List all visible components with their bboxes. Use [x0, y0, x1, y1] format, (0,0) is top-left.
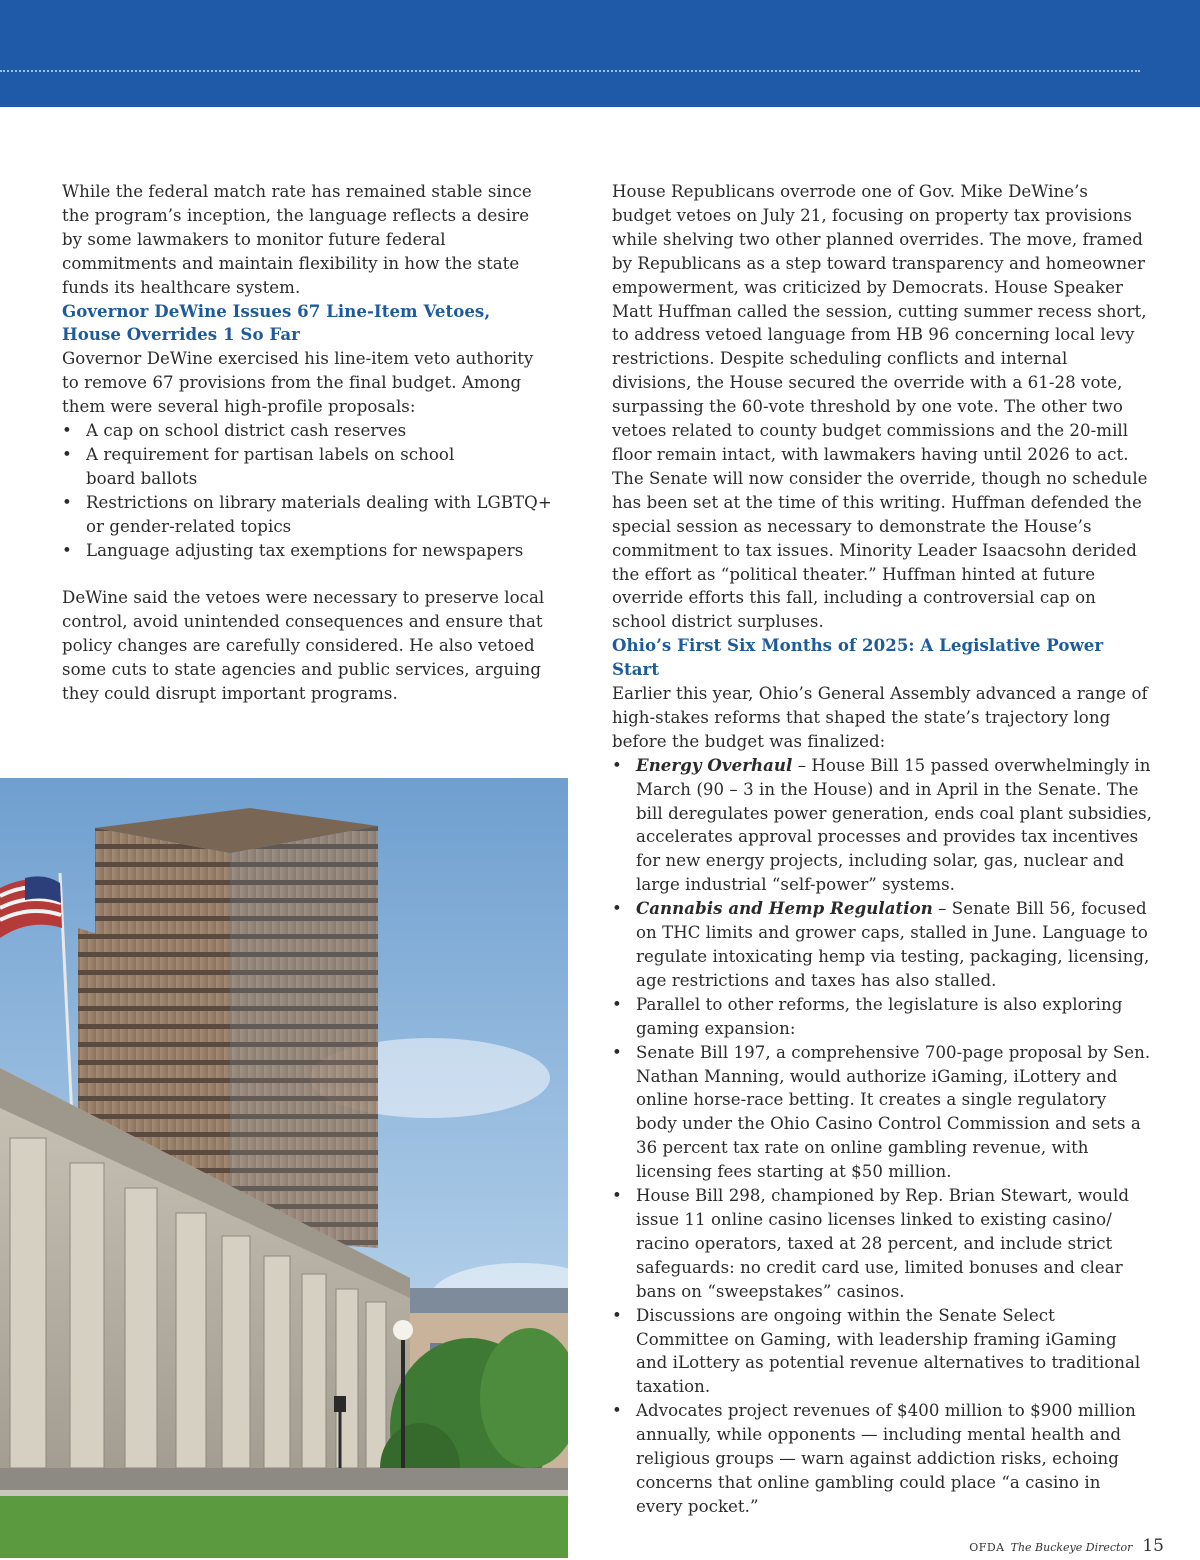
section-heading-legislative-start: Ohio’s First Six Months of 2025: A Legislative Power Start	[612, 635, 1104, 680]
list-item: • Senate Bill 197, a comprehensive 700-page proposal by Sen. Nathan Manning, would authorize iGaming, iLottery and online horse-race betting. It creates a single regulatory body under the Ohio Casino Control Commission and sets a 36 percent tax rate on online gambling revenue, with licensing fees starting at $50 million.	[612, 1041, 1152, 1184]
page-footer	[969, 1536, 1164, 1560]
vetoes-paragraph: Governor DeWine exercised his line-item veto authority to remove 67 provisions from the final budget. Among them were several high-profile proposals:	[62, 349, 534, 417]
list-item: • A requirement for partisan labels on school board ballots	[62, 443, 552, 491]
section-heading-vetoes: Governor DeWine Issues 67 Line-Item Vetoes, House Overrides 1 So Far	[62, 300, 491, 345]
energy-overhaul-text: – House Bill 15 passed overwhelmingly in March (90 – 3 in the House) and in April in the Senate. The bill deregulates power generation, ends coal plant subsidies, accelerates approval processes and provides tax incentives for new energy projects, including solar, gas, nuclear and large industrial “self-power” systems.	[636, 755, 1152, 895]
list-item	[612, 897, 1152, 993]
statehouse-photo	[0, 778, 568, 1558]
override-paragraph: House Republicans overrode one of Gov. Mike DeWine’s budget vetoes on July 21, focusing on property tax provisions while shelving two other planned overrides. The move, framed by Republicans as a step toward transparency and homeowner empowerment, was criticized by Democrats. House Speaker Matt Huffman called the session, cutting summer recess short, to address vetoed language from HB 96 concerning local levy restrictions. Despite scheduling conflicts and internal divisions, the House secured the override with a 61-28 vote, surpassing the 60-vote threshold by one vote. The other two vetoes related to county budget commissions and the 20-mill floor remain intact, with lawmakers having until 2026 to act. The Senate will now consider the override, though no schedule has been set at the time of this writing. Huffman defended the special session as necessary to demonstrate the House’s commitment to tax issues. Minority Leader Isaacsohn derided the effort as “political theater.” Huffman hinted at future override efforts this fall, including a controversial cap on school district surpluses.	[612, 182, 1148, 632]
list-item: • Discussions are ongoing within the Senate Select Committee on Gaming, with leadership framing iGaming and iLottery as potential revenue alternatives to traditional taxation.	[612, 1304, 1152, 1400]
list-item: • A cap on school district cash reserves	[62, 419, 552, 443]
vetoes-closing-paragraph: DeWine said the vetoes were necessary to preserve local control, avoid unintended consequences and ensure that policy changes are carefully considered. He also vetoed some cuts to state agencies and public services, arguing they could disrupt important programs.	[62, 588, 545, 704]
header-dotted-rule	[0, 70, 1140, 72]
legislative-bullet-list	[612, 754, 1152, 1519]
list-item: • Restrictions on library materials dealing with LGBTQ+ or gender-related topics	[62, 491, 552, 539]
list-item: • House Bill 298, championed by Rep. Brian Stewart, would issue 11 online casino licenses linked to existing casino/ racino operators, taxed at 28 percent, and include strict safeguards: no credit card use, limited bonuses and clear bans on “sweepstakes” casinos.	[612, 1184, 1152, 1304]
cannabis-hemp-text: – Senate Bill 56, focused on THC limits and grower caps, stalled in June. Language to regulate intoxicating hemp via testing, packaging, licensing, age restrictions and taxes has also stalled.	[636, 899, 1150, 990]
list-item: • Language adjusting tax exemptions for newspapers	[62, 539, 552, 563]
header-band	[0, 0, 1200, 107]
vetoes-bullet-list	[62, 419, 552, 562]
page-number: 15	[1142, 1536, 1164, 1556]
right-column	[612, 180, 1152, 1519]
energy-overhaul-title: Energy Overhaul	[636, 754, 793, 775]
left-column	[62, 180, 552, 706]
list-item: • Advocates project revenues of $400 million to $900 million annually, while opponents — including mental health and religious groups — warn against addiction risks, echoing concerns that online gambling could place “a casino in every pocket.”	[612, 1399, 1152, 1519]
legislative-intro-paragraph: Earlier this year, Ohio’s General Assembly advanced a range of high-stakes reforms that shaped the state’s trajectory long before the budget was finalized:	[612, 684, 1148, 751]
intro-paragraph: While the federal match rate has remained stable since the program’s inception, the language reflects a desire by some lawmakers to monitor future federal commitments and maintain flexibility in how the state funds its healthcare system.	[62, 182, 532, 297]
cannabis-hemp-title: Cannabis and Hemp Regulation	[636, 898, 933, 919]
list-item	[612, 754, 1152, 897]
footer-magazine-title: The Buckeye Director	[1010, 1541, 1133, 1554]
list-item: • Parallel to other reforms, the legislature is also exploring gaming expansion:	[612, 993, 1152, 1041]
footer-org: OFDA	[969, 1541, 1005, 1554]
